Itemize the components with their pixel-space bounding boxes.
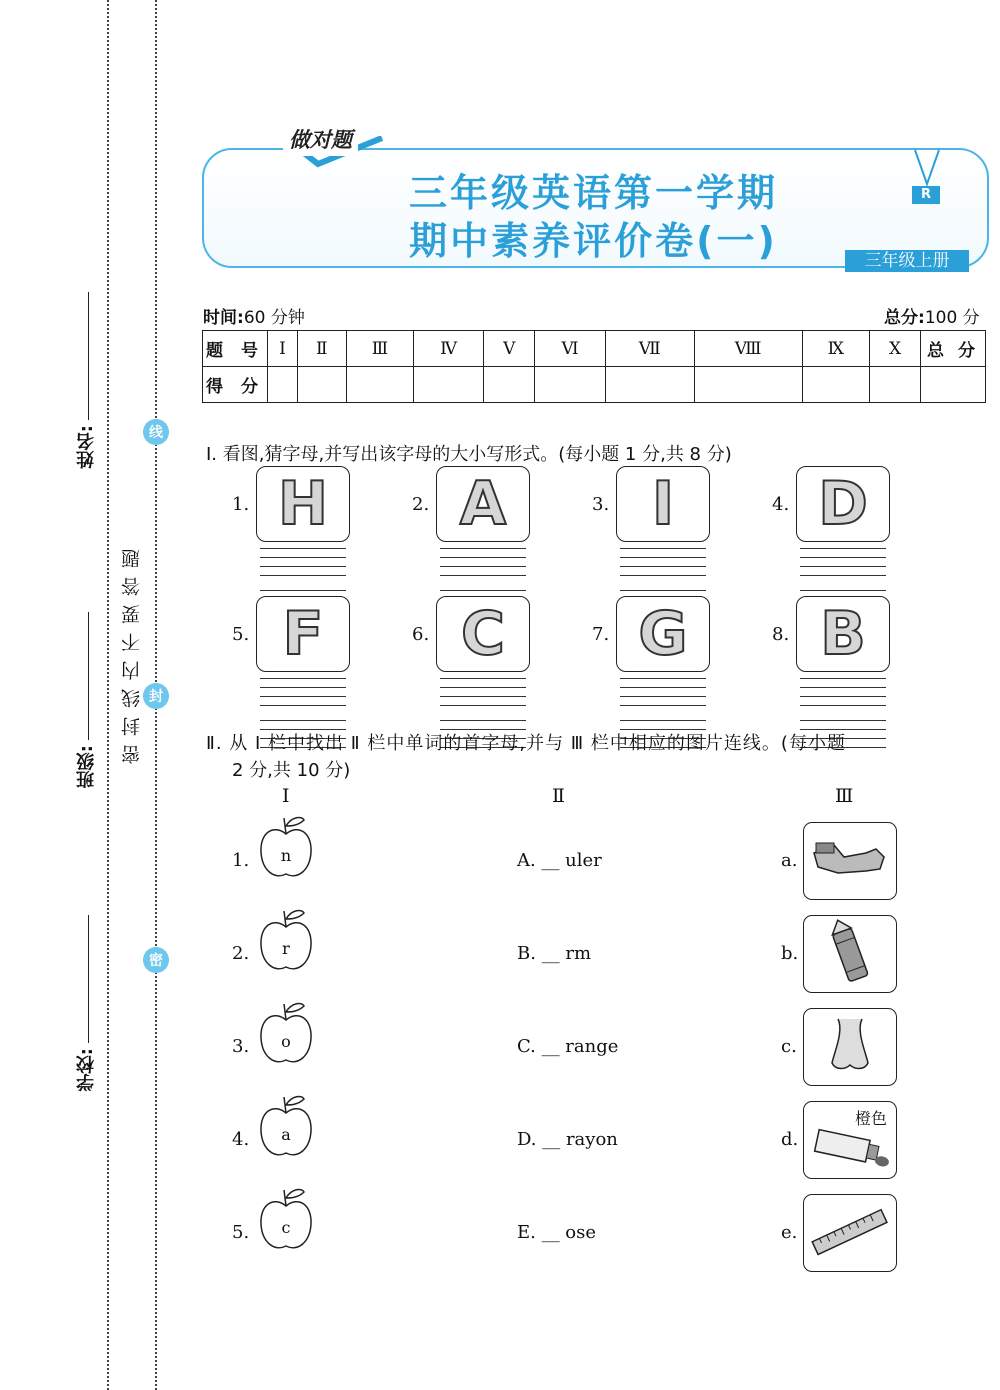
column-header: Ⅱ xyxy=(297,331,346,367)
picture-label: b. xyxy=(781,943,799,964)
letter-picture: A xyxy=(459,469,507,539)
part1-title: Ⅰ. 看图,猜字母,并写出该字母的大小写形式。(每小题 1 分,共 8 分) xyxy=(206,444,732,465)
class-write-line xyxy=(88,612,89,740)
question-number: 1. xyxy=(232,850,250,871)
seal-mark-feng: 封 xyxy=(143,683,169,709)
grade-tag: 三年级上册 xyxy=(845,250,969,272)
column-header: Ⅹ xyxy=(870,331,921,367)
seal-mark-xian: 线 xyxy=(143,419,169,445)
header-badge: 做对题 xyxy=(283,122,358,156)
question-number: 6. xyxy=(412,624,430,645)
word-blank[interactable]: D. __ rayon xyxy=(517,1129,618,1150)
question-number: 5. xyxy=(232,1222,250,1243)
arm-icon xyxy=(804,823,896,899)
name-label: 姓名: xyxy=(76,425,97,469)
letter-picture: H xyxy=(277,469,329,539)
question-number: 2. xyxy=(232,943,250,964)
orange-color-label: 橙色 xyxy=(855,1109,888,1128)
score-cell[interactable] xyxy=(535,367,605,403)
column-three-header: Ⅲ xyxy=(835,785,854,807)
score-cell[interactable] xyxy=(921,367,986,403)
ruler-icon xyxy=(804,1195,896,1271)
question-number: 8. xyxy=(772,624,790,645)
question-number: 5. xyxy=(232,624,250,645)
picture-label: a. xyxy=(781,850,798,871)
question-number-header: 题 号 xyxy=(203,331,268,367)
column-header: Ⅰ xyxy=(268,331,298,367)
score-cell[interactable] xyxy=(346,367,414,403)
seal-mark-mi: 密 xyxy=(143,947,169,973)
letter-picture-card xyxy=(616,596,710,672)
picture-label: c. xyxy=(781,1036,797,1057)
school-write-line xyxy=(88,915,89,1043)
letter-picture: D xyxy=(818,469,868,539)
letter-picture: G xyxy=(638,599,688,669)
score-table xyxy=(202,330,986,403)
picture-box[interactable] xyxy=(803,822,897,900)
question-number: 4. xyxy=(772,494,790,515)
binding-line-inner xyxy=(107,0,109,1390)
edition-badge: R xyxy=(912,186,940,204)
score-cell[interactable] xyxy=(483,367,535,403)
letter-picture-card xyxy=(436,466,530,542)
column-header: Ⅶ xyxy=(605,331,694,367)
apple-letter: a xyxy=(281,1125,291,1144)
letter-picture: C xyxy=(460,599,506,669)
letter-picture-card xyxy=(256,466,350,542)
score-cell[interactable] xyxy=(297,367,346,403)
question-number: 3. xyxy=(232,1036,250,1057)
column-header: Ⅷ xyxy=(694,331,802,367)
nose-icon xyxy=(804,1009,896,1085)
part2-title-line2: 2 分,共 10 分) xyxy=(232,760,351,781)
question-number: 2. xyxy=(412,494,430,515)
table-row xyxy=(203,331,986,367)
page-title-line2: 期中素养评价卷(一) xyxy=(409,219,778,263)
word-blank[interactable]: B. __ rm xyxy=(517,943,592,964)
question-number: 4. xyxy=(232,1129,250,1150)
apple-letter: o xyxy=(281,1032,291,1051)
word-blank[interactable]: A. __ uler xyxy=(517,850,602,871)
seal-warning: 密封线内不要答题 xyxy=(121,540,143,764)
column-header: Ⅵ xyxy=(535,331,605,367)
score-cell[interactable] xyxy=(694,367,802,403)
apple-letter: n xyxy=(280,846,292,865)
column-two-header: Ⅱ xyxy=(552,785,565,807)
letter-picture: B xyxy=(820,599,866,669)
column-header: Ⅳ xyxy=(414,331,484,367)
total-score-header: 总 分 xyxy=(921,331,986,367)
column-one-header: Ⅰ xyxy=(282,785,290,807)
letter-picture-card xyxy=(436,596,530,672)
score-cell[interactable] xyxy=(268,367,298,403)
total-label: 总分: xyxy=(884,308,925,328)
part2-title-line1: Ⅱ. 从 Ⅰ 栏中找出 Ⅱ 栏中单词的首字母,并与 Ⅲ 栏中相应的图片连线。(每小题 xyxy=(206,733,846,754)
letter-picture: I xyxy=(651,469,675,539)
score-cell[interactable] xyxy=(802,367,870,403)
letter-picture-card xyxy=(256,596,350,672)
apple-letter: c xyxy=(281,1218,291,1237)
table-row xyxy=(203,367,986,403)
time-label: 时间: xyxy=(203,308,244,328)
column-header: Ⅴ xyxy=(483,331,535,367)
letter-picture: F xyxy=(282,599,324,669)
letter-picture-card xyxy=(796,596,890,672)
page-title-line1: 三年级英语第一学期 xyxy=(408,171,778,215)
picture-box[interactable] xyxy=(803,1194,897,1272)
letter-picture-card xyxy=(796,466,890,542)
score-cell[interactable] xyxy=(414,367,484,403)
picture-label: e. xyxy=(781,1222,798,1243)
lanyard-icon xyxy=(912,150,942,188)
total-value: 100 分 xyxy=(924,308,980,328)
word-blank[interactable]: E. __ ose xyxy=(517,1222,597,1243)
name-write-line xyxy=(88,292,89,420)
apple-letter: r xyxy=(282,939,290,958)
question-number: 7. xyxy=(592,624,610,645)
score-row-header: 得 分 xyxy=(203,367,268,403)
picture-label: d. xyxy=(781,1129,799,1150)
letter-picture-card xyxy=(616,466,710,542)
picture-box[interactable] xyxy=(803,915,897,993)
time-info xyxy=(203,303,305,328)
time-value: 60 分钟 xyxy=(243,308,305,328)
question-number: 1. xyxy=(232,494,250,515)
column-header: Ⅸ xyxy=(802,331,870,367)
total-info xyxy=(884,303,980,328)
school-label: 学校: xyxy=(76,1048,97,1092)
word-blank[interactable]: C. __ range xyxy=(517,1036,619,1057)
crayon-icon xyxy=(804,916,896,992)
column-header: Ⅲ xyxy=(346,331,414,367)
question-number: 3. xyxy=(592,494,610,515)
picture-box[interactable] xyxy=(803,1008,897,1086)
score-cell[interactable] xyxy=(870,367,921,403)
score-cell[interactable] xyxy=(605,367,694,403)
class-label: 班级: xyxy=(76,745,97,789)
